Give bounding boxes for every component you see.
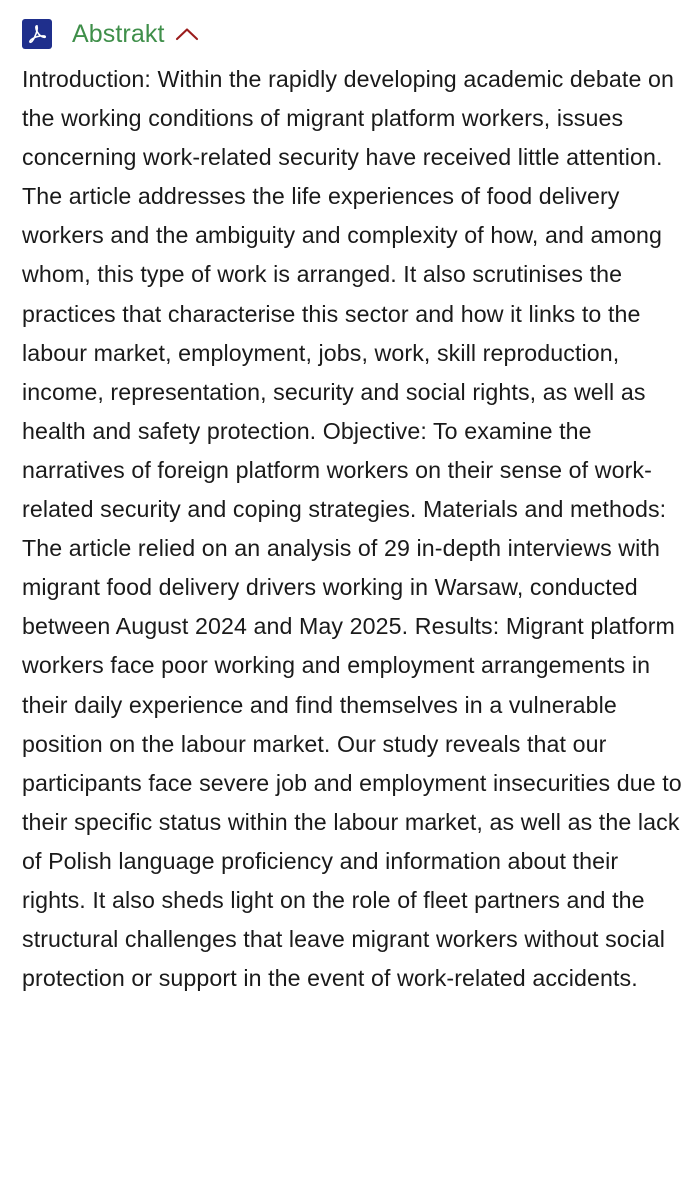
- pdf-icon[interactable]: [22, 19, 52, 49]
- abstract-toggle[interactable]: [72, 20, 200, 49]
- abstract-toggle-label: Abstrakt: [72, 19, 165, 48]
- abstract-text: Introduction: Within the rapidly developing academic debate on the working conditions of migrant platform workers, issues concerning work-related security have received little attention. The article addresses the life experiences of food delivery workers and the ambiguity and complexity of how, and among whom, this type of work is arranged. It also scrutinises the practices that characterise this sector and how it links to the labour market, employment, jobs, work, skill reproduction, income, representation, security and social rights, as well as health and safety protection. Objective: To examine the narratives of foreign platform workers on their sense of work-related security and coping strategies. Materials and methods: The article relied on an analysis of 29 in-depth interviews with migrant food delivery drivers working in Warsaw, conducted between August 2024 and May 2025. Results: Migrant platform workers face poor working and employment arrangements in their daily experience and find themselves in a vulnerable position on the labour market. Our study reveals that our participants face severe job and employment insecurities due to their specific status within the labour market, as well as the lack of Polish language proficiency and information about their rights. It also sheds light on the role of fleet partners and the structural challenges that leave migrant workers without social protection or support in the event of work-related accidents.: [22, 66, 682, 992]
- chevron-up-icon[interactable]: [174, 26, 200, 42]
- abstract-header: [22, 14, 200, 54]
- pdf-icon-glyph: [26, 23, 48, 45]
